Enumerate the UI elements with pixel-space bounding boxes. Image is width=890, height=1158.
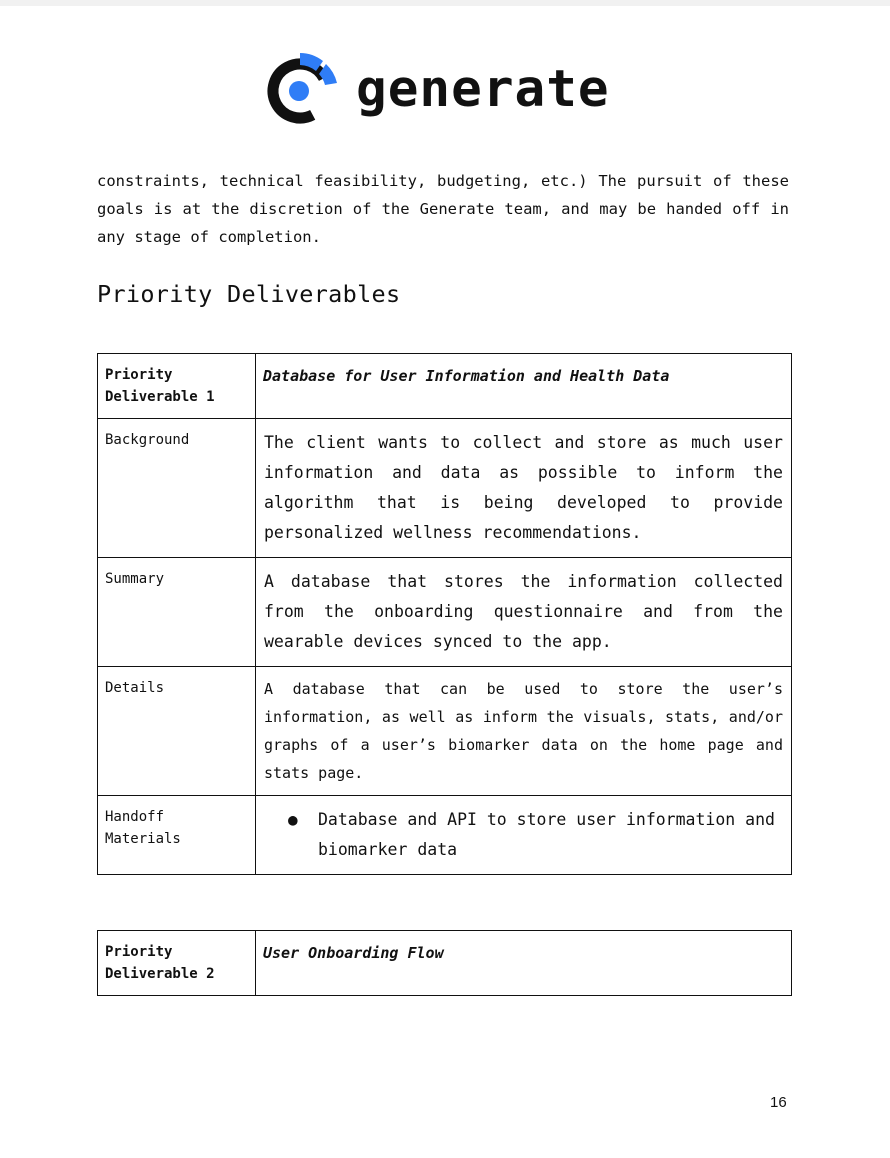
section-heading: Priority Deliverables bbox=[97, 280, 401, 308]
table-row bbox=[98, 558, 792, 667]
deliverable-1-label: Priority Deliverable 1 bbox=[98, 354, 256, 419]
deliverable-2-title: User Onboarding Flow bbox=[256, 931, 792, 996]
handoff-label: Handoff Materials bbox=[98, 796, 256, 875]
table-row bbox=[98, 667, 792, 796]
generate-logo-icon bbox=[262, 49, 342, 129]
brand-name: generate bbox=[356, 59, 610, 119]
deliverable-2-label: Priority Deliverable 2 bbox=[98, 931, 256, 996]
deliverable-2-table bbox=[97, 930, 792, 996]
handoff-item-text: Database and API to store user information and biomarker data bbox=[318, 810, 775, 859]
handoff-cell bbox=[256, 796, 792, 875]
background-text: The client wants to collect and store as much user information and data as possible to inform the algorithm that is being developed to provide personalized wellness recommendations. bbox=[256, 419, 792, 558]
page-number: 16 bbox=[770, 1094, 787, 1111]
table-row bbox=[98, 931, 792, 996]
intro-paragraph: constraints, technical feasibility, budgeting, etc.) The pursuit of these goals is at the discretion of the Generate team, and may be handed off in any stage of completion. bbox=[97, 172, 789, 246]
deliverable-1-title: Database for User Information and Health Data bbox=[256, 354, 792, 419]
table-row bbox=[98, 419, 792, 558]
background-label: Background bbox=[98, 419, 256, 558]
list-item bbox=[256, 796, 791, 874]
details-label: Details bbox=[98, 667, 256, 796]
summary-text: A database that stores the information collected from the onboarding questionnaire and from the wearable devices synced to the app. bbox=[256, 558, 792, 667]
bullet-icon: ● bbox=[288, 810, 298, 829]
table-row bbox=[98, 796, 792, 875]
generate-logo bbox=[262, 48, 610, 130]
table-row bbox=[98, 354, 792, 419]
page-top-edge bbox=[0, 0, 890, 6]
summary-label: Summary bbox=[98, 558, 256, 667]
deliverable-1-table bbox=[97, 353, 792, 875]
details-text: A database that can be used to store the user’s information, as well as inform the visuals, stats, and/or graphs of a user’s biomarker data on the home page and stats page. bbox=[256, 667, 792, 796]
